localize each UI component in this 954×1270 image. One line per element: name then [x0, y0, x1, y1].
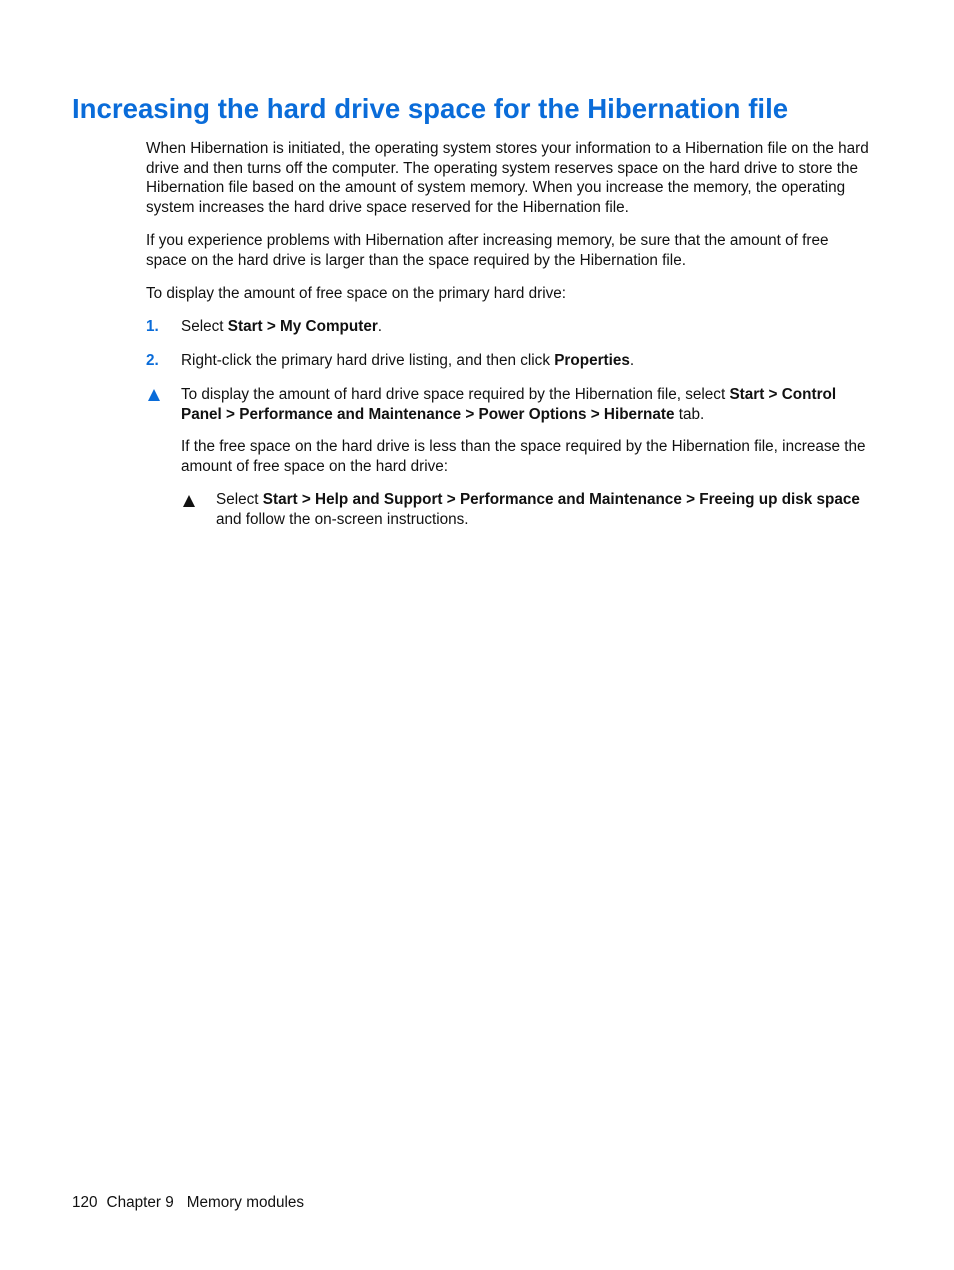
page-footer [72, 1193, 304, 1213]
step-number: 2. [146, 352, 159, 369]
step-2 [146, 351, 870, 371]
triangle-bullet-icon [183, 495, 195, 507]
triangle-bullet-icon [148, 389, 160, 401]
section-label: Memory modules [186, 1194, 305, 1211]
instruction-lead: To display the amount of free space on the primary hard drive: [146, 285, 567, 302]
page-title: Increasing the hard drive space for the Hibernation file [72, 93, 789, 124]
free-space-paragraph: If the free space on the hard drive is less than the space required by the Hibernation file, increase the amount of free space on the hard drive: [181, 438, 866, 475]
sub-procedure-text: Select Start > Help and Support > Performance and Maintenance > Freeing up disk space and follow the on-screen instructions. [216, 491, 860, 528]
page-number: 120 [72, 1194, 98, 1211]
chapter-label: Chapter 9 [106, 1194, 174, 1211]
problem-paragraph: If you experience problems with Hibernation after increasing memory, be sure that the amount of free space on the hard drive is larger than the space required by the Hibernation file. [146, 232, 829, 269]
intro-paragraph: When Hibernation is initiated, the operating system stores your information to a Hibernation file on the hard drive and then turns off the computer. The operating system reserves space on the hard drive to store the Hibernation file based on the amount of system memory. When you increase the memory, the operating system increases the hard drive space reserved for the Hibernation file. [146, 140, 869, 216]
step-1 [146, 317, 870, 337]
step-text: Right-click the primary hard drive listing, and then click Properties. [181, 352, 635, 369]
procedure-note [146, 385, 870, 425]
step-number: 1. [146, 318, 159, 335]
procedure-note-text: To display the amount of hard drive space required by the Hibernation file, select Start > Control Panel > Performance and Maintenance > Power Options > Hibernate tab. [181, 386, 837, 423]
step-text: Select Start > My Computer. [181, 318, 383, 335]
sub-procedure [181, 490, 871, 530]
